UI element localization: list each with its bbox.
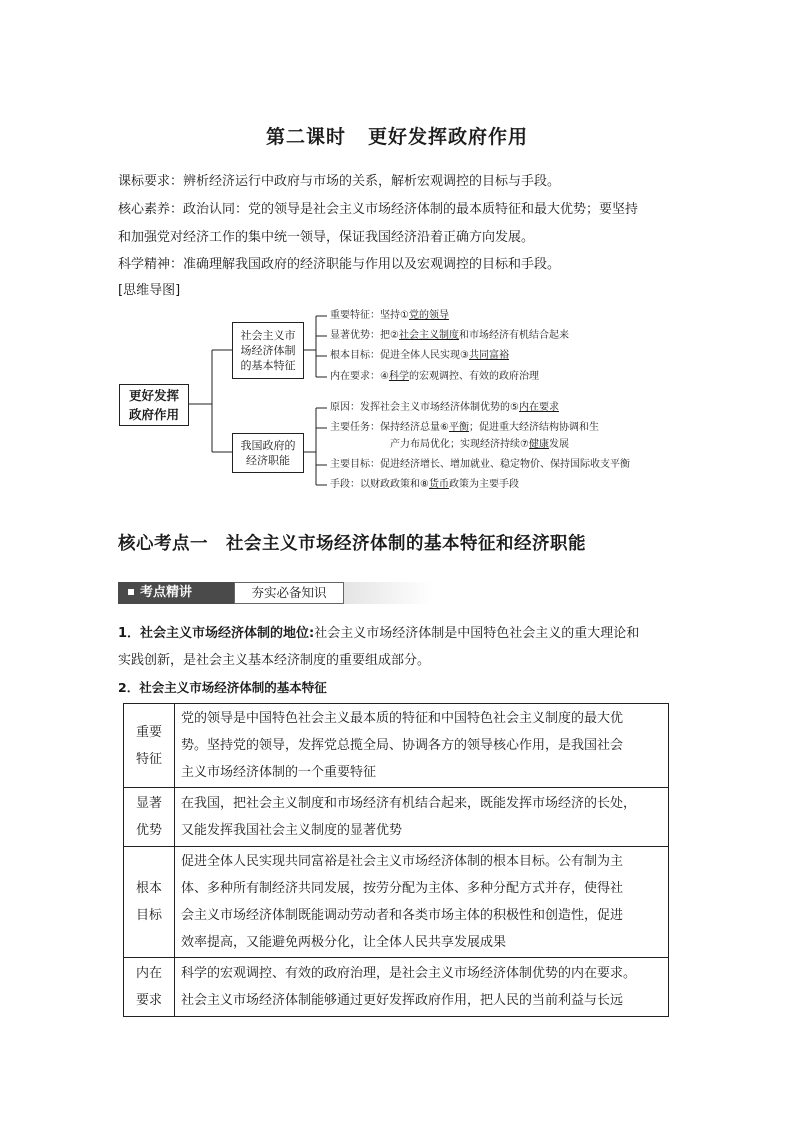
head-line: 优势 [135,823,162,838]
section-tag-bar [118,582,432,604]
leaf-answer: 社会主义制度 [398,330,459,341]
leaf-text: 显著优势：把② [330,330,399,341]
leaf-reason [330,401,559,414]
table-row [124,958,669,1017]
leaf-text: 根本目标：促进全体人民实现③ [330,350,469,361]
body-line: 在我国，把社会主义制度和市场经济有机结合起来，既能发挥市场经济的长处， [181,796,637,811]
leaf-answer: 科学 [388,371,409,382]
leaf-answer: 内在要求 [518,402,559,413]
leaf-text: 产力布局优化；实现经济持续⑦ [390,439,529,450]
leaf-answer: 货币 [428,479,449,490]
row-body [175,704,669,788]
point1-line2: 实践创新，是社会主义基本经济制度的重要组成部分。 [118,653,431,668]
leaf-text: 发展 [548,439,569,450]
leaf-text: 的宏观调控、有效的政府治理 [408,371,539,382]
leaf-means [330,478,519,491]
body-line: 效率提高，又能避免两极分化，让全体人民共享发展成果 [181,935,507,950]
head-line: 要求 [135,993,162,1008]
section-title: 核心考点一 社会主义市场经济体制的基本特征和经济职能 [118,534,586,554]
branch1-line1: 社会主义市 [240,329,296,342]
leaf-task-line2 [390,438,569,451]
branch2-line2: 经济职能 [246,454,290,467]
head-line: 目标 [135,908,162,923]
table-row [124,788,669,847]
root-line2: 政府作用 [128,407,179,422]
leaf-inner-requirement [330,370,539,383]
mindmap-branch-features [232,322,304,379]
head-line: 根本 [135,881,162,896]
leaf-task-line1 [330,421,599,434]
body-line: 党的领导是中国特色社会主义最本质的特征和中国特色社会主义制度的最大优 [181,711,624,726]
leaf-text: 重要特征：坚持① [330,310,409,321]
head-line: 显著 [135,796,162,811]
body-line: 又能发挥我国社会主义制度的显著优势 [181,823,403,838]
mindmap-root [119,384,189,426]
leaf-text: 政策为主要手段 [448,479,519,490]
point2-heading: 2．社会主义市场经济体制的基本特征 [118,680,327,695]
leaf-text: 内在要求：④ [330,371,389,382]
table-row [124,704,669,788]
row-body [175,788,669,847]
row-head [124,704,175,788]
head-line: 内在 [135,966,162,981]
head-line: 重要 [135,724,162,740]
leaf-text: 主要任务：保持经济总量⑥ [330,422,449,433]
tag-dark-label: 考点精讲 [140,585,193,600]
leaf-advantage [330,329,569,342]
root-line1: 更好发挥 [128,388,179,403]
leaf-important-feature [330,309,449,322]
body-line: 促进全体人民实现共同富裕是社会主义市场经济体制的根本目标。公有制为主 [181,854,624,869]
leaf-answer: 健康 [528,439,549,450]
branch1-line3: 的基本特征 [240,359,296,372]
body-line: 体、多种所有制经济共同发展，按劳分配为主体、多种分配方式并存，使得社 [181,881,624,896]
mindmap-branch-functions [232,433,304,473]
body-line: 会主义市场经济体制既能调动劳动者和各类市场主体的积极性和创造性，促进 [181,908,624,923]
point1-heading: 1．社会主义市场经济体制的地位: [118,626,315,641]
body-line: 科学的宏观调控、有效的政府治理，是社会主义市场经济体制优势的内在要求。 [181,966,637,981]
tag-knowledge: 夯实必备知识 [234,582,344,604]
leaf-answer: 共同富裕 [468,350,509,361]
leaf-text: ；促进重大经济结构协调和生 [468,422,599,433]
hexin-line-2: 和加强党对经济工作的集中统一领导，保证我国经济沿着正确方向发展。 [118,230,535,245]
leaf-fundamental-goal [330,349,509,362]
leaf-text: 手段：以财政政策和⑧ [330,479,429,490]
title-part2: 更好发挥政府作用 [368,126,529,148]
row-head [124,788,175,847]
leaf-text: 和市场经济有机结合起来 [458,330,569,341]
mindmap-label: [思维导图] [118,283,181,298]
point1-line1 [118,620,683,647]
point1-text: 社会主义市场经济体制是中国特色社会主义的重大理论和 [314,626,640,641]
table-row [124,847,669,958]
branch2-line1: 我国政府的 [240,439,296,452]
square-icon [128,589,134,595]
leaf-answer: 平衡 [448,422,469,433]
title-part1: 第二课时 [265,126,346,148]
body-line: 社会主义市场经济体制能够通过更好发挥政府作用，把人民的当前利益与长远 [181,993,624,1008]
features-table [123,703,669,1017]
leaf-text: 原因：发挥社会主义市场经济体制优势的⑤ [330,402,519,413]
leaf-answer: 党的领导 [408,310,449,321]
kebiao-line: 课标要求：辨析经济运行中政府与市场的关系，解析宏观调控的目标与手段。 [118,174,561,189]
branch1-line2: 场经济体制 [240,344,296,357]
hexin-line-1: 核心素养：政治认同：党的领导是社会主义市场经济体制的最本质特征和最大优势；要坚持 [118,202,639,217]
kexue-line: 科学精神：准确理解我国政府的经济职能与作用以及宏观调控的目标和手段。 [118,257,561,272]
body-line: 势。坚持党的领导，发挥党总揽全局、协调各方的领导核心作用，是我国社会 [181,738,624,753]
leaf-main-goal: 主要目标：促进经济增长、增加就业、稳定物价、保持国际收支平衡 [330,459,630,470]
row-head [124,958,175,1017]
tag-key-points [118,582,234,604]
row-body [175,958,669,1017]
row-body [175,847,669,958]
row-head [124,847,175,958]
head-line: 特征 [135,751,162,767]
body-line: 主义市场经济体制的一个重要特征 [181,765,377,780]
